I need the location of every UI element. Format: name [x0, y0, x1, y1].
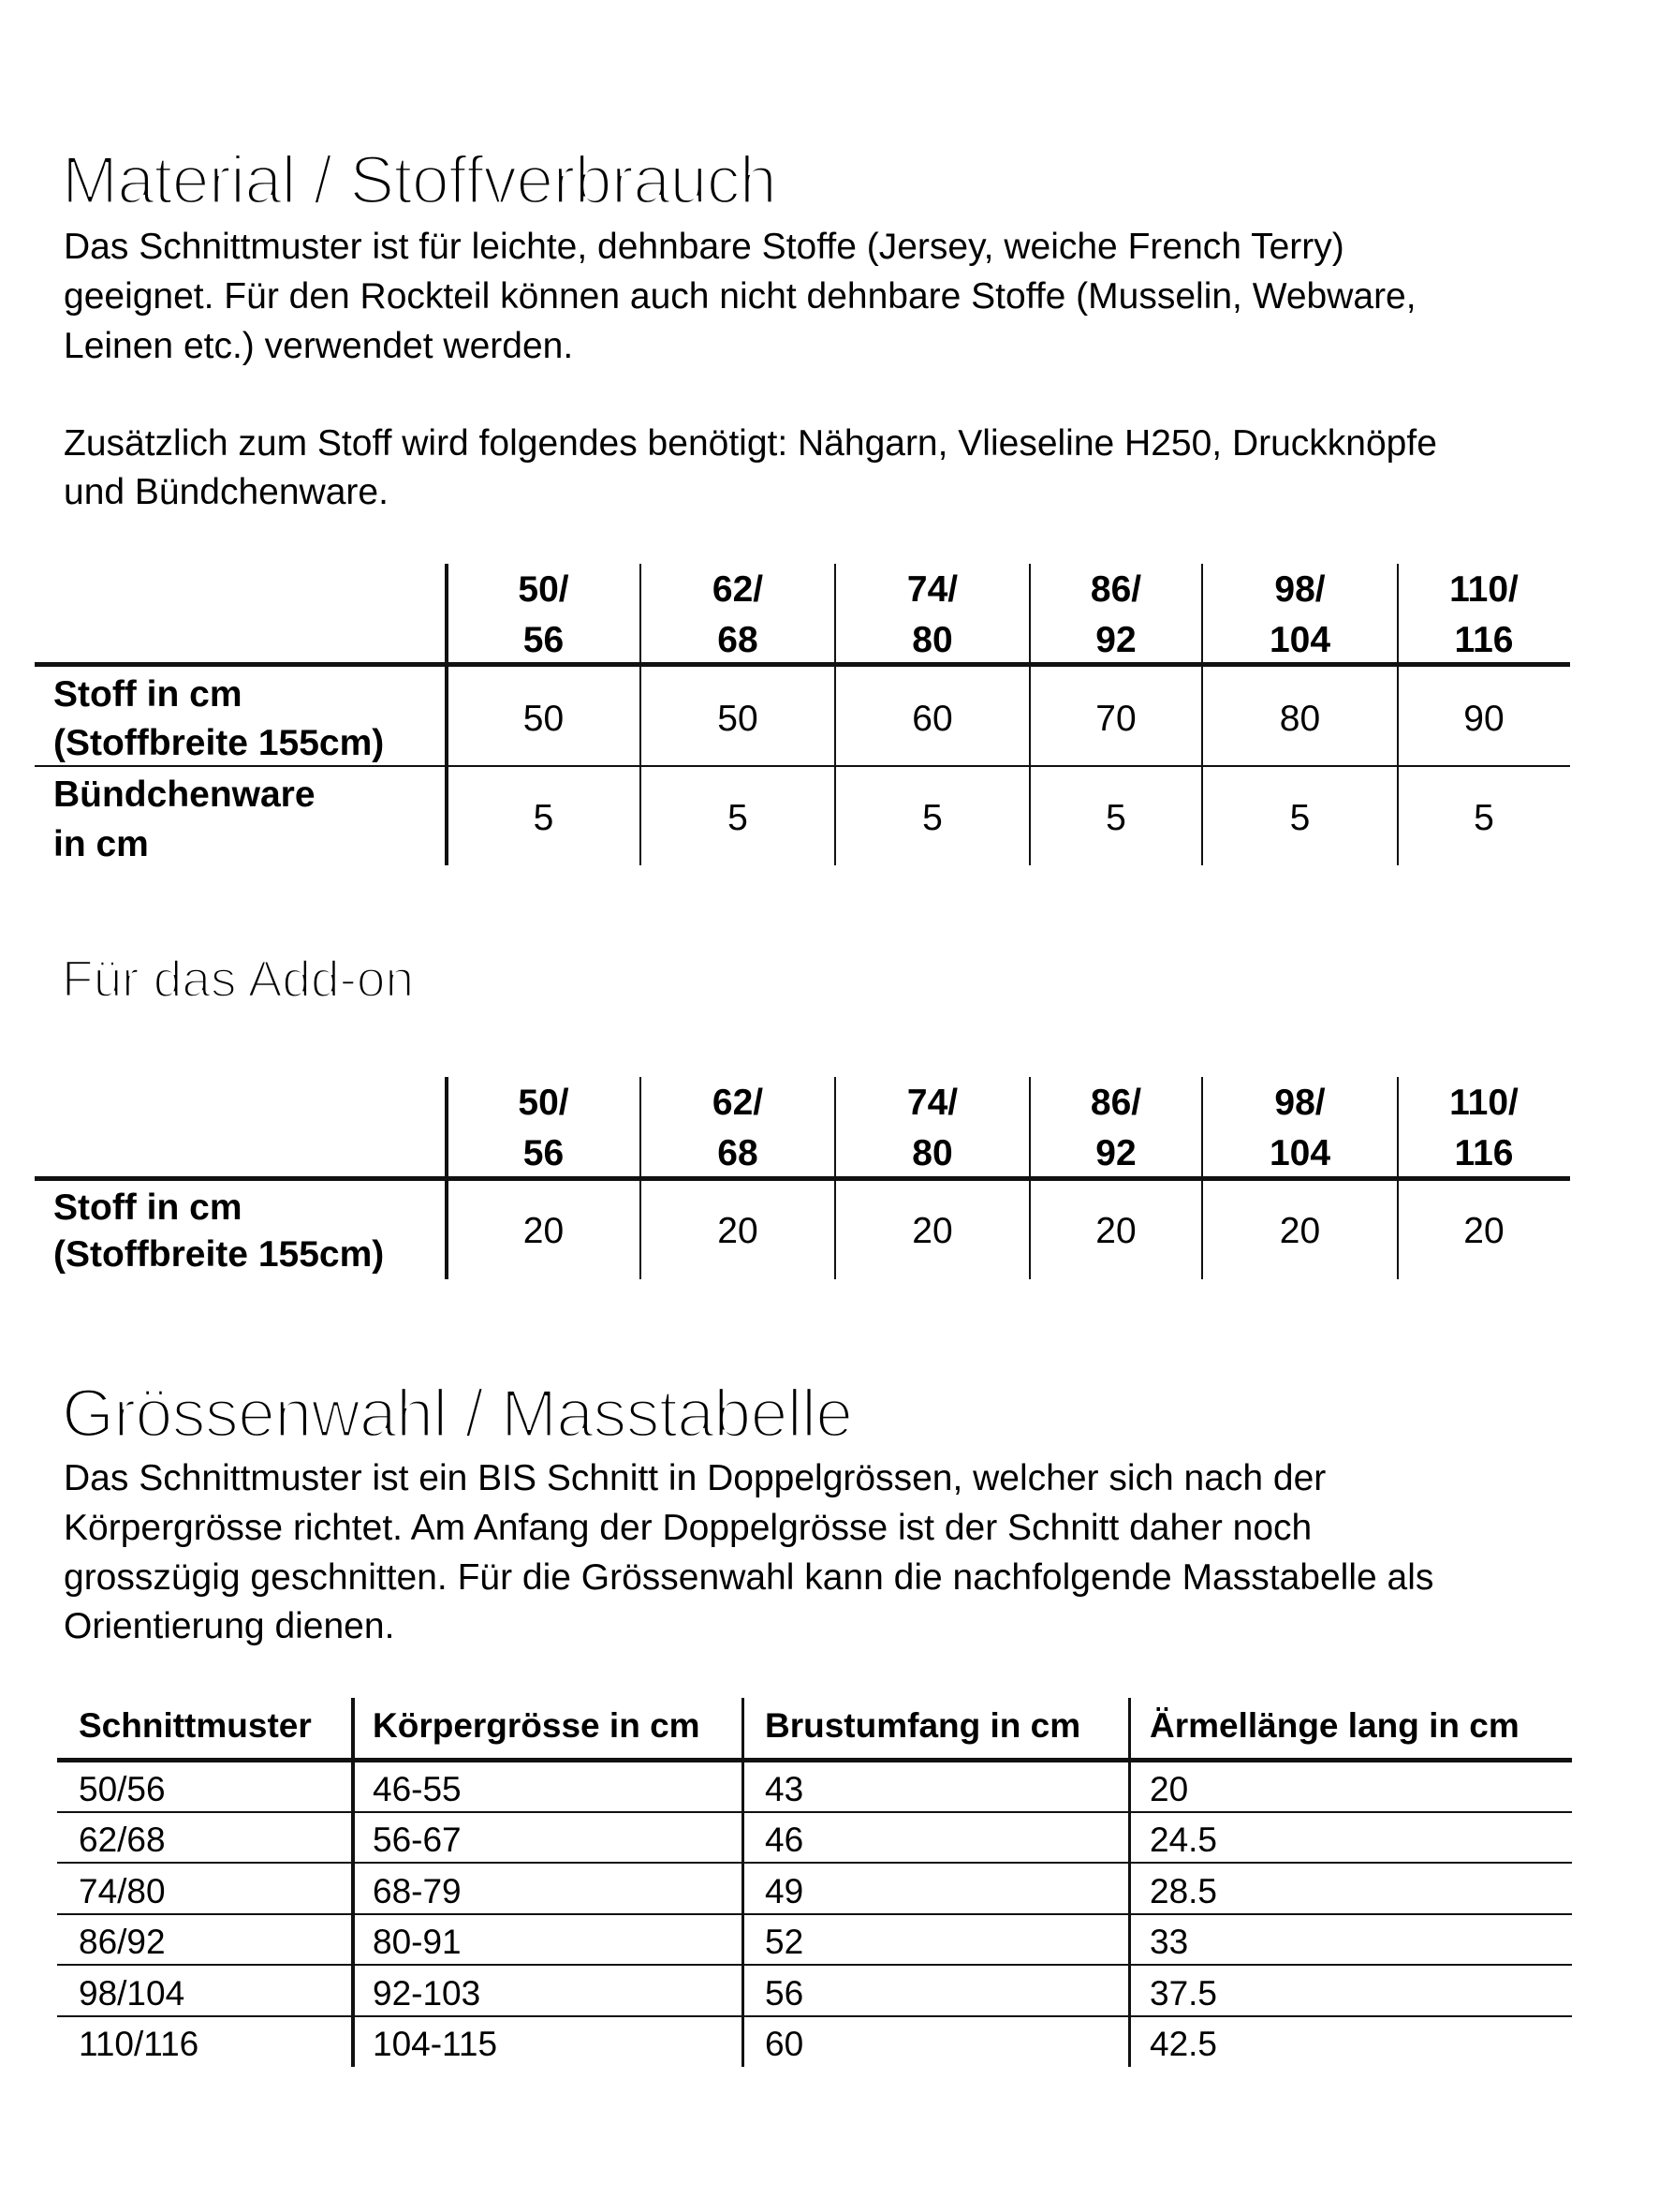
size-header: 80 — [912, 620, 953, 660]
column-header-chest: Brustumfang in cm — [765, 1706, 1081, 1745]
table-cell: 104-115 — [373, 2025, 498, 2063]
section-title-material: Material / Stoffverbrauch — [62, 143, 777, 218]
table-cell: 5 — [922, 798, 943, 838]
table-cell: 70 — [1095, 699, 1137, 739]
row-label: Stoff in cm — [53, 1187, 242, 1228]
table-cell: 43 — [765, 1770, 804, 1808]
paragraph-line: und Bündchenware. — [64, 472, 389, 512]
table-cell: 24.5 — [1150, 1821, 1218, 1859]
table-cell: 110/116 — [79, 2025, 199, 2063]
table-cell: 60 — [912, 699, 953, 739]
table-cell: 74/80 — [79, 1872, 166, 1910]
row-label: (Stoffbreite 155cm) — [53, 1234, 385, 1275]
table-cell: 5 — [1289, 798, 1311, 838]
table-cell: 50 — [717, 699, 758, 739]
size-header: 56 — [522, 1133, 565, 1173]
table-cell: 20 — [717, 1211, 758, 1251]
table-row-rule — [35, 765, 1570, 767]
paragraph-line: Orientierung dienen. — [64, 1606, 395, 1646]
paragraph-line: Leinen etc.) verwendet werden. — [64, 326, 574, 366]
size-header: 110/ — [1449, 1083, 1519, 1123]
size-header: 104 — [1269, 620, 1331, 660]
paragraph-line: Körpergrösse richtet. Am Anfang der Doppelgrösse ist der Schnitt daher noch — [64, 1508, 1313, 1548]
table-row-rule — [57, 1811, 1572, 1813]
table-cell: 80 — [1279, 699, 1321, 739]
size-header: 68 — [717, 620, 758, 660]
size-header: 80 — [912, 1133, 953, 1173]
table-cell: 62/68 — [79, 1821, 166, 1859]
size-header: 98/ — [1274, 569, 1326, 610]
column-header-pattern-size: Schnittmuster — [79, 1706, 312, 1745]
paragraph-line: Das Schnittmuster ist für leichte, dehnbare Stoffe (Jersey, weiche French Terry) — [64, 227, 1344, 267]
table-column-divider — [351, 1698, 355, 2067]
size-header: 50/ — [518, 569, 569, 610]
table-header-rule — [35, 662, 1570, 667]
table-cell: 56-67 — [373, 1821, 462, 1859]
size-header: 92 — [1095, 620, 1137, 660]
size-header: 110/ — [1449, 569, 1519, 610]
table-cell: 5 — [1106, 798, 1126, 838]
paragraph-line: Das Schnittmuster ist ein BIS Schnitt in Doppelgrössen, welcher sich nach der — [64, 1458, 1327, 1498]
table-cell: 68-79 — [373, 1872, 462, 1910]
size-header: 86/ — [1090, 1083, 1142, 1123]
table-cell: 5 — [533, 798, 554, 838]
addon-table — [0, 1077, 1659, 1279]
table-cell: 50 — [522, 699, 565, 739]
section-title-addon: Für das Add-on — [62, 950, 415, 1008]
size-header: 92 — [1095, 1133, 1137, 1173]
size-header: 50/ — [518, 1083, 569, 1123]
table-cell: 49 — [765, 1872, 804, 1910]
table-row-rule — [57, 2015, 1572, 2017]
table-cell: 90 — [1463, 699, 1505, 739]
size-header: 104 — [1269, 1133, 1331, 1173]
table-column-divider — [1128, 1698, 1131, 2067]
table-cell: 98/104 — [79, 1974, 185, 2013]
row-label: (Stoffbreite 155cm) — [53, 723, 385, 763]
table-cell: 86/92 — [79, 1923, 166, 1961]
size-header: 62/ — [712, 569, 764, 610]
row-label: Bündchenware — [53, 774, 316, 815]
table-cell: 37.5 — [1150, 1974, 1218, 2013]
table-cell: 20 — [1095, 1211, 1137, 1251]
row-label: Stoff in cm — [53, 674, 242, 715]
table-cell: 92-103 — [373, 1974, 481, 2013]
size-header: 116 — [1454, 620, 1514, 660]
size-header: 86/ — [1090, 569, 1142, 610]
paragraph-line: Zusätzlich zum Stoff wird folgendes benötigt: Nähgarn, Vlieseline H250, Druckknöpfe — [64, 423, 1437, 464]
table-cell: 28.5 — [1150, 1872, 1218, 1910]
table-row-rule — [57, 1862, 1572, 1864]
table-cell: 20 — [1150, 1770, 1189, 1808]
size-header: 56 — [522, 620, 565, 660]
table-cell: 56 — [765, 1974, 804, 2013]
table-cell: 20 — [912, 1211, 953, 1251]
table-column-divider — [741, 1698, 744, 2067]
table-cell: 42.5 — [1150, 2025, 1218, 2063]
paragraph-line: grosszügig geschnitten. Für die Grössenwahl kann die nachfolgende Masstabelle als — [64, 1557, 1434, 1598]
size-header: 74/ — [906, 569, 959, 610]
table-header-rule — [35, 1176, 1570, 1181]
table-row-rule — [57, 1964, 1572, 1966]
size-chart-table — [0, 1698, 1659, 2067]
column-header-body-height: Körpergrösse in cm — [373, 1706, 700, 1745]
section-title-sizing: Grössenwahl / Masstabelle — [62, 1377, 853, 1452]
table-cell: 80-91 — [373, 1923, 462, 1961]
table-cell: 5 — [727, 798, 748, 838]
table-row-rule — [57, 1913, 1572, 1915]
size-header: 62/ — [712, 1083, 764, 1123]
table-cell: 5 — [1474, 798, 1494, 838]
table-cell: 60 — [765, 2025, 804, 2063]
size-header: 74/ — [906, 1083, 959, 1123]
table-cell: 33 — [1150, 1923, 1189, 1961]
fabric-table — [0, 564, 1659, 865]
size-header: 68 — [717, 1133, 758, 1173]
table-cell: 20 — [522, 1211, 565, 1251]
table-cell: 50/56 — [79, 1770, 166, 1808]
paragraph-line: geeignet. Für den Rockteil können auch nicht dehnbare Stoffe (Musselin, Webware, — [64, 276, 1417, 317]
column-header-sleeve: Ärmellänge lang in cm — [1150, 1706, 1520, 1745]
table-cell: 20 — [1463, 1211, 1505, 1251]
table-header-rule — [57, 1758, 1572, 1762]
table-cell: 46-55 — [373, 1770, 462, 1808]
row-label: in cm — [53, 824, 149, 864]
size-header: 98/ — [1274, 1083, 1326, 1123]
table-cell: 52 — [765, 1923, 804, 1961]
table-cell: 20 — [1279, 1211, 1321, 1251]
size-header: 116 — [1454, 1133, 1514, 1173]
table-cell: 46 — [765, 1821, 804, 1859]
